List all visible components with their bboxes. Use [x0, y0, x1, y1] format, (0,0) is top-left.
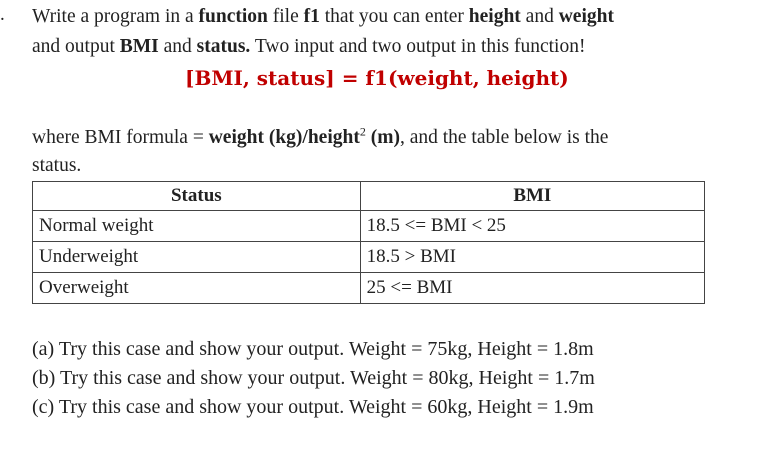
keyword-bmi: BMI — [119, 36, 159, 57]
question-number: . — [0, 4, 5, 25]
keyword-f1: f1 — [303, 6, 320, 27]
keyword-status: status. — [196, 36, 251, 57]
column-header-bmi: BMI — [360, 182, 704, 211]
keyword-weight: weight — [558, 6, 614, 27]
formula-unit-m: (m) — [365, 127, 400, 148]
keyword-function: function — [198, 6, 268, 27]
text-segment: file — [267, 6, 304, 27]
bmi-status-table — [32, 181, 705, 304]
function-signature: [BMI, status] = f1(weight, height) — [185, 66, 569, 90]
text-segment: where BMI formula = — [32, 127, 209, 148]
text-segment: and — [520, 6, 559, 27]
question-line-3 — [32, 126, 608, 150]
text-segment: and output — [32, 36, 120, 57]
status-cell: Underweight — [33, 242, 361, 273]
formula-weight-height: weight (kg)/height — [208, 127, 360, 148]
text-segment: and — [158, 36, 197, 57]
bmi-range-cell: 18.5 > BMI — [360, 242, 704, 273]
table-row — [33, 211, 705, 242]
text-segment: , and the table below is the — [399, 127, 609, 148]
case-b: (b) Try this case and show your output. Weight = 80kg, Height = 1.7m — [32, 367, 595, 389]
table-row — [33, 273, 705, 304]
squared-superscript: 2 — [359, 124, 366, 139]
column-header-status: Status — [33, 182, 361, 211]
text-segment: Two input and two output in this function! — [250, 36, 586, 57]
text-segment: that you can enter — [319, 6, 469, 27]
question-line-1 — [32, 5, 614, 29]
bmi-range-cell: 25 <= BMI — [360, 273, 704, 304]
case-c: (c) Try this case and show your output. Weight = 60kg, Height = 1.9m — [32, 396, 594, 418]
question-line-4: status. — [32, 155, 82, 176]
status-cell: Normal weight — [33, 211, 361, 242]
table-row — [33, 242, 705, 273]
status-cell: Overweight — [33, 273, 361, 304]
table-header-row — [33, 182, 705, 211]
case-a: (a) Try this case and show your output. Weight = 75kg, Height = 1.8m — [32, 338, 594, 360]
keyword-height: height — [468, 6, 521, 27]
text-segment: Write a program in a — [32, 6, 199, 27]
question-line-2 — [32, 35, 585, 59]
bmi-range-cell: 18.5 <= BMI < 25 — [360, 211, 704, 242]
